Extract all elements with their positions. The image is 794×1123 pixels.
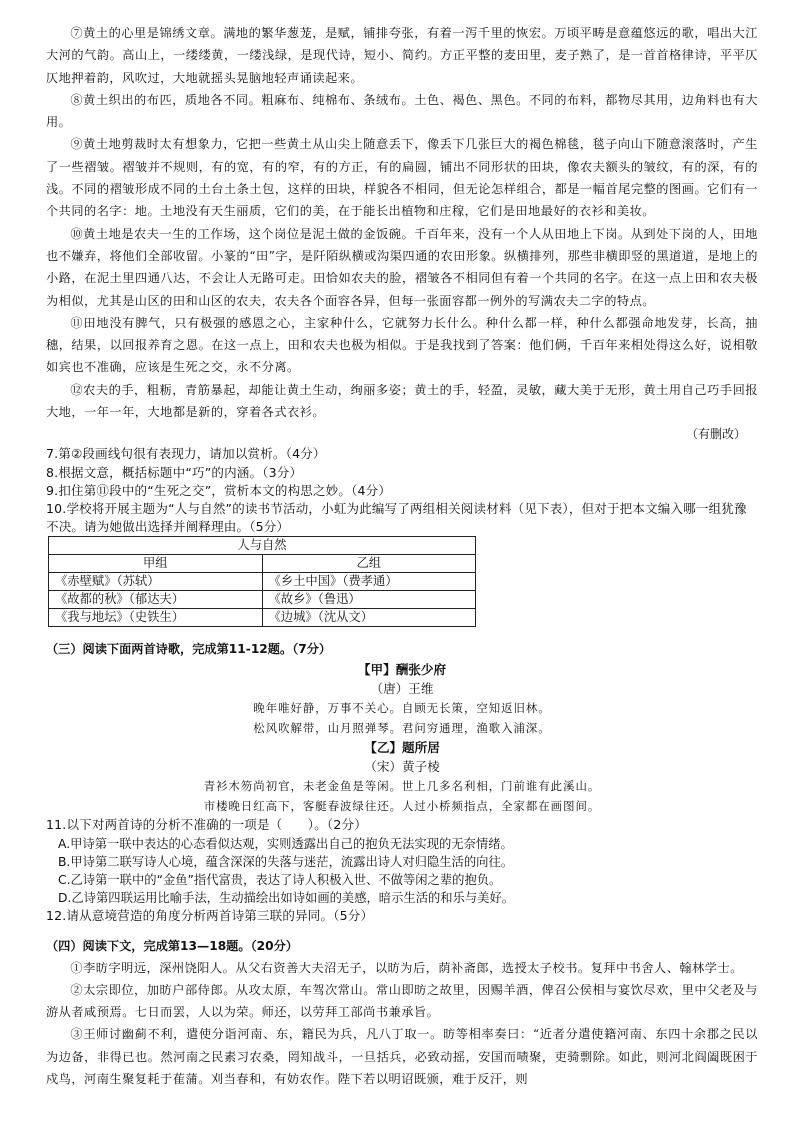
edit-note: （有删改） — [685, 427, 746, 442]
question-9: 9.扣住第⑪段中的“生死之交”，赏析本文的构思之妙。（4分） — [46, 482, 392, 498]
essay-paragraph-11: ⑪田地没有脾气，只有极强的感恩之心，主家种什么，它就努力长什么。种什么都一样，种什么都强命地发芽，长高，抽穗，结果，以回报养育之恩。在这一点上，田和农夫也极为相似。于是我找到了答案：他们俩，千百年来相处得这么好，说相敬如宾也不准确，应该是生死之交，永不分离。 — [46, 315, 758, 375]
poem-1-author: （唐）王维 — [370, 681, 434, 697]
table-header-group-a: 甲组 — [49, 555, 263, 573]
question-group-a — [46, 445, 758, 536]
section-4-heading: （四）阅读下文，完成第13—18题。（20分） — [46, 938, 298, 953]
section-3-heading: （三）阅读下面两首诗歌，完成第11-12题。（7分） — [46, 642, 332, 657]
table-cell: 《赤壁赋》（苏轼） — [49, 573, 263, 591]
classical-paragraph-1: ①李昉字明远，深州饶阳人。从父右资善大夫沼无子，以昉为后，荫补斋郎，选授太子校书。复拜中书舍人、翰林学士。 — [70, 960, 743, 975]
poem-2-line: 青衫木笏尚初官，未老金鱼是等闲。世上几多名利相，门前谁有此溪山。 — [203, 779, 601, 794]
essay-paragraph-12: ⑫农夫的手，粗粝，青筋暴起，却能让黄土生动，绚丽多姿；黄土的手，轻盈，灵敏，藏大美于无形，黄土用自己巧手回报大地，一年一年，大地都是新的，穿着各式衣衫。 — [46, 382, 758, 420]
essay-paragraph-7: ⑦黄土的心里是锦绣文章。满地的繁华葱茏，是赋，铺排夸张，有着一泻千里的恢宏。万顷平畴是意蕴悠远的歌，唱出大江大河的气韵。高山上，一缕缕黄，一缕浅绿，是现代诗，短小、简约。方正平整的麦田里，麦子熟了，是一首首格律诗，平平仄仄地押着韵，风吹过，大地就摇头晃脑地轻声诵读起来。 — [46, 26, 758, 85]
table-row — [49, 573, 476, 591]
classical-paragraph-2: ②太宗即位，加昉户部侍郎。从攻太原，车驾次常山。常山即昉之故里，因赐羊酒，俾召公侯相与宴饮尽欢，里中父老及与游从者咸预焉。七日而罢，人以为荣。师还，以劳拜工部尚书兼承旨。 — [46, 982, 758, 1020]
reading-table — [48, 536, 476, 627]
document-page — [46, 22, 758, 1090]
poem-2-line: 市楼晚日红高下，客艇春波绿往还。人过小桥频指点，全家都在画图间。 — [203, 799, 601, 814]
table-row — [49, 609, 476, 627]
question-11: 11.以下对两首诗的分析不准确的一项是（ ）。（2分） — [46, 817, 367, 833]
option-d: D.乙诗第四联运用比喻手法，生动描绘出如诗如画的美感，暗示生活的和乐与美好。 — [58, 891, 515, 906]
poem-1-line: 晚年唯好静，万事不关心。自顾无长策，空知返旧林。 — [253, 701, 551, 716]
option-a: A.甲诗第一联中表达的心态看似达观，实则透露出自己的抱负无法实现的无奈情绪。 — [58, 836, 513, 851]
table-cell: 《故都的秋》（郁达夫） — [49, 591, 263, 609]
poem-2-author: （宋）黄子棱 — [364, 759, 440, 775]
option-c: C.乙诗第一联中的“金鱼”指代富贵，表达了诗人积极入世、不做等闲之辈的抱负。 — [58, 872, 502, 887]
table-cell: 《边城》（沈从文） — [262, 609, 476, 627]
question-8: 8.根据文意，概括标题中“巧”的内涵。（3分） — [46, 464, 303, 480]
section-classical — [46, 936, 758, 1091]
essay-paragraph-8: ⑧黄土织出的布匹，质地各不同。粗麻布、纯棉布、条绒布。土色、褐色、黑色。不同的布料，都物尽其用，边角料也有大用。 — [46, 92, 758, 130]
table-cell: 《我与地坛》（史铁生） — [49, 609, 263, 627]
table-row — [49, 591, 476, 609]
section-poetry — [46, 639, 758, 925]
question-7: 7.第②段画线句很有表现力，请加以赏析。（4分） — [46, 446, 326, 462]
poem-1-title: 【甲】酬张少府 — [357, 662, 447, 678]
question-10: 10.学校将开展主题为“人与自然”的读书节活动，小虹为此编写了两组相关阅读材料（见下表），但对于把本文编入哪一组犹豫不决。请为她做出选择并阐释理由。（5分） — [46, 500, 747, 535]
essay-paragraph-9: ⑨黄土地剪裁时太有想象力，它把一些黄土从山尖上随意丢下，像丢下几张巨大的褐色棉毯，毯子向山下随意滚落时，产生了一些褶皱。褶皱并不规则，有的宽，有的窄，有的方正，有的扁圆，铺出不同形状的田块，像农夫额头的皱纹，有的深，有的浅。不同的褶皱形成不同的土台土条土包，这样的田块，样貌各不相同，但无论怎样组合，都是一幅首尾完整的图画。它们有一个共同的名字：地。土地没有天生丽质，它们的美，在于能长出植物和庄稼，它们是田地最好的衣衫和美妆。 — [46, 137, 758, 219]
essay-paragraph-10: ⑩黄土地是农夫一生的工作场，这个岗位是泥土做的金饭碗。千百年来，没有一个人从田地上下岗。从到处下岗的人，田地也不嫌弃，将他们全部收留。小篆的“田”字，是阡陌纵横或沟渠四通的农田形象。纵横排列，那些非横即竖的黑道道，是地上的小路，在泥土里四通八达，不会让人无路可走。田恰如农夫的脸，褶皱各不相同但有着一个共同的名字。在这一点上田和农夫极为相似，尤其是山区的田和山区的农夫，农夫各个面容各异，但每一张面容都一例外的写满农夫二字的特点。 — [46, 226, 758, 308]
table-title: 人与自然 — [49, 537, 476, 555]
essay-paragraphs — [46, 22, 758, 423]
table-cell: 《乡土中国》（费孝通） — [262, 573, 476, 591]
poem-1-line: 松风吹解带，山月照弹琴。君问穷通理，渔歌入浦深。 — [253, 721, 551, 736]
table-cell: 《故乡》（鲁迅） — [262, 591, 476, 609]
table-header-group-b: 乙组 — [262, 555, 476, 573]
classical-paragraph-3: ③王师讨幽蓟不利，遣使分诣河南、东，籍民为兵，凡八丁取一。昉等相率奏曰：“近者分遣使籍河南、东四十余郡之民以为边备，非得已也。然河南之民素习农桑，罔知战斗，一旦括兵，必致动摇，安国而啧聚，吏骑剽除。如此，则河北阎阖既困于戍鸟，河南生聚复耗于萑蒲。刈当春和，有妨农作。陛下若以明诏既颁，难于反汗，则 — [46, 1027, 758, 1087]
question-12: 12.请从意境营造的角度分析两首诗第三联的异同。（5分） — [46, 908, 374, 924]
poem-2-title: 【乙】题所居 — [364, 740, 440, 756]
option-b: B.甲诗第二联写诗人心境，蕴含深深的失落与迷茫，流露出诗人对归隐生活的向往。 — [58, 854, 514, 869]
